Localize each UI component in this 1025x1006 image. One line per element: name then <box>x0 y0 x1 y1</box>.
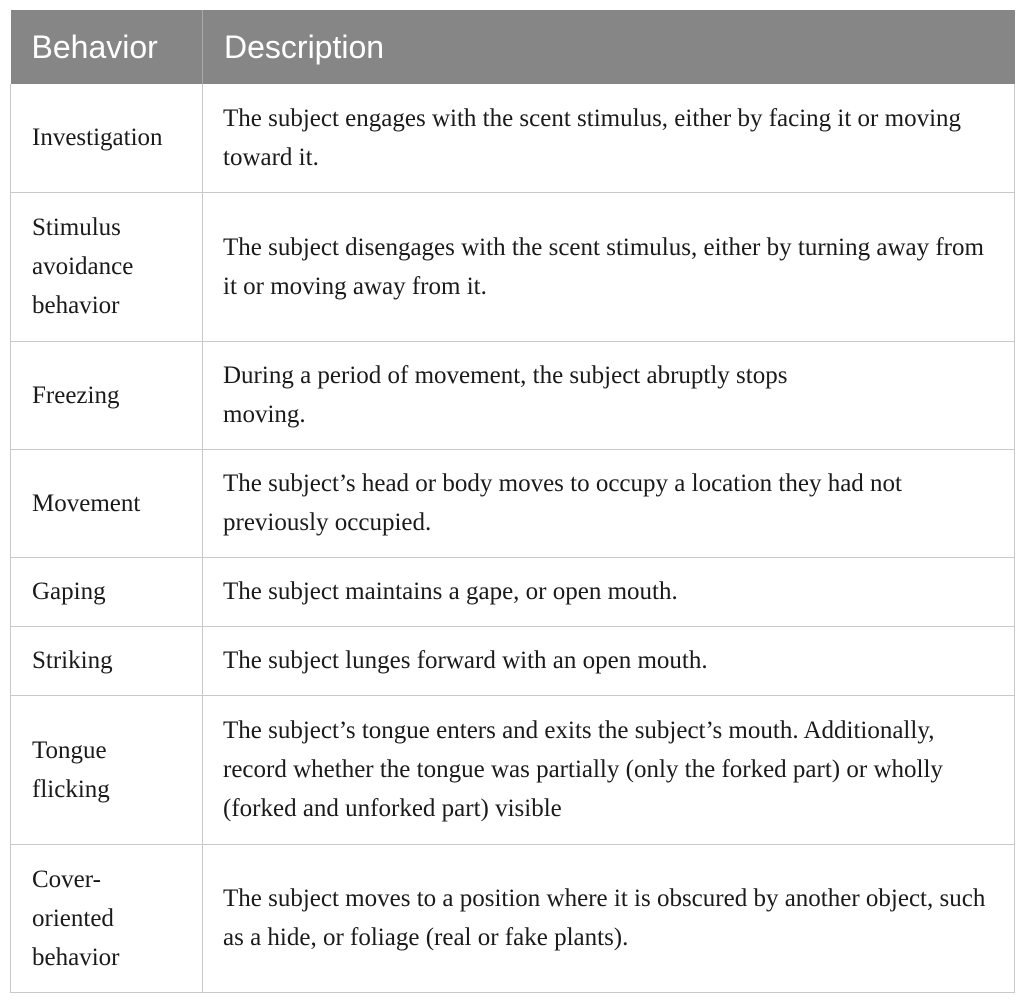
table-row <box>11 695 1015 844</box>
description-cell: The subject’s tongue enters and exits the subject’s mouth. Additionally, record whether the tongue was partially (only the forked part) or wholly (forked and unforked part) visible <box>203 695 1015 844</box>
behavior-cell: Investigation <box>11 84 203 192</box>
behavior-cell: Tongue flicking <box>11 695 203 844</box>
table-row <box>11 449 1015 557</box>
description-cell: The subject disengages with the scent stimulus, either by turning away from it or moving away from it. <box>203 192 1015 341</box>
table-row <box>11 626 1015 695</box>
table-row <box>11 557 1015 626</box>
behavior-table <box>10 10 1015 993</box>
header-behavior: Behavior <box>11 10 203 84</box>
table-header <box>11 10 1015 84</box>
description-cell: The subject moves to a position where it is obscured by another object, such as a hide, or foliage (real or fake plants). <box>203 844 1015 992</box>
behavior-cell: Cover-oriented behavior <box>11 844 203 992</box>
description-cell: The subject maintains a gape, or open mouth. <box>203 557 1015 626</box>
behavior-cell: Movement <box>11 449 203 557</box>
header-row <box>11 10 1015 84</box>
table-row <box>11 844 1015 992</box>
behavior-table-container <box>10 10 1014 993</box>
table-body <box>11 84 1015 992</box>
description-cell: The subject engages with the scent stimulus, either by facing it or moving toward it. <box>203 84 1015 192</box>
behavior-cell: Freezing <box>11 341 203 449</box>
table-row <box>11 84 1015 192</box>
behavior-cell: Gaping <box>11 557 203 626</box>
header-description: Description <box>203 10 1015 84</box>
description-cell: The subject lunges forward with an open mouth. <box>203 626 1015 695</box>
behavior-cell: Stimulus avoidance behavior <box>11 192 203 341</box>
description-cell: During a period of movement, the subject abruptly stops moving. <box>203 341 1015 449</box>
behavior-cell: Striking <box>11 626 203 695</box>
table-row <box>11 192 1015 341</box>
table-row <box>11 341 1015 449</box>
description-cell: The subject’s head or body moves to occupy a location they had not previously occupied. <box>203 449 1015 557</box>
